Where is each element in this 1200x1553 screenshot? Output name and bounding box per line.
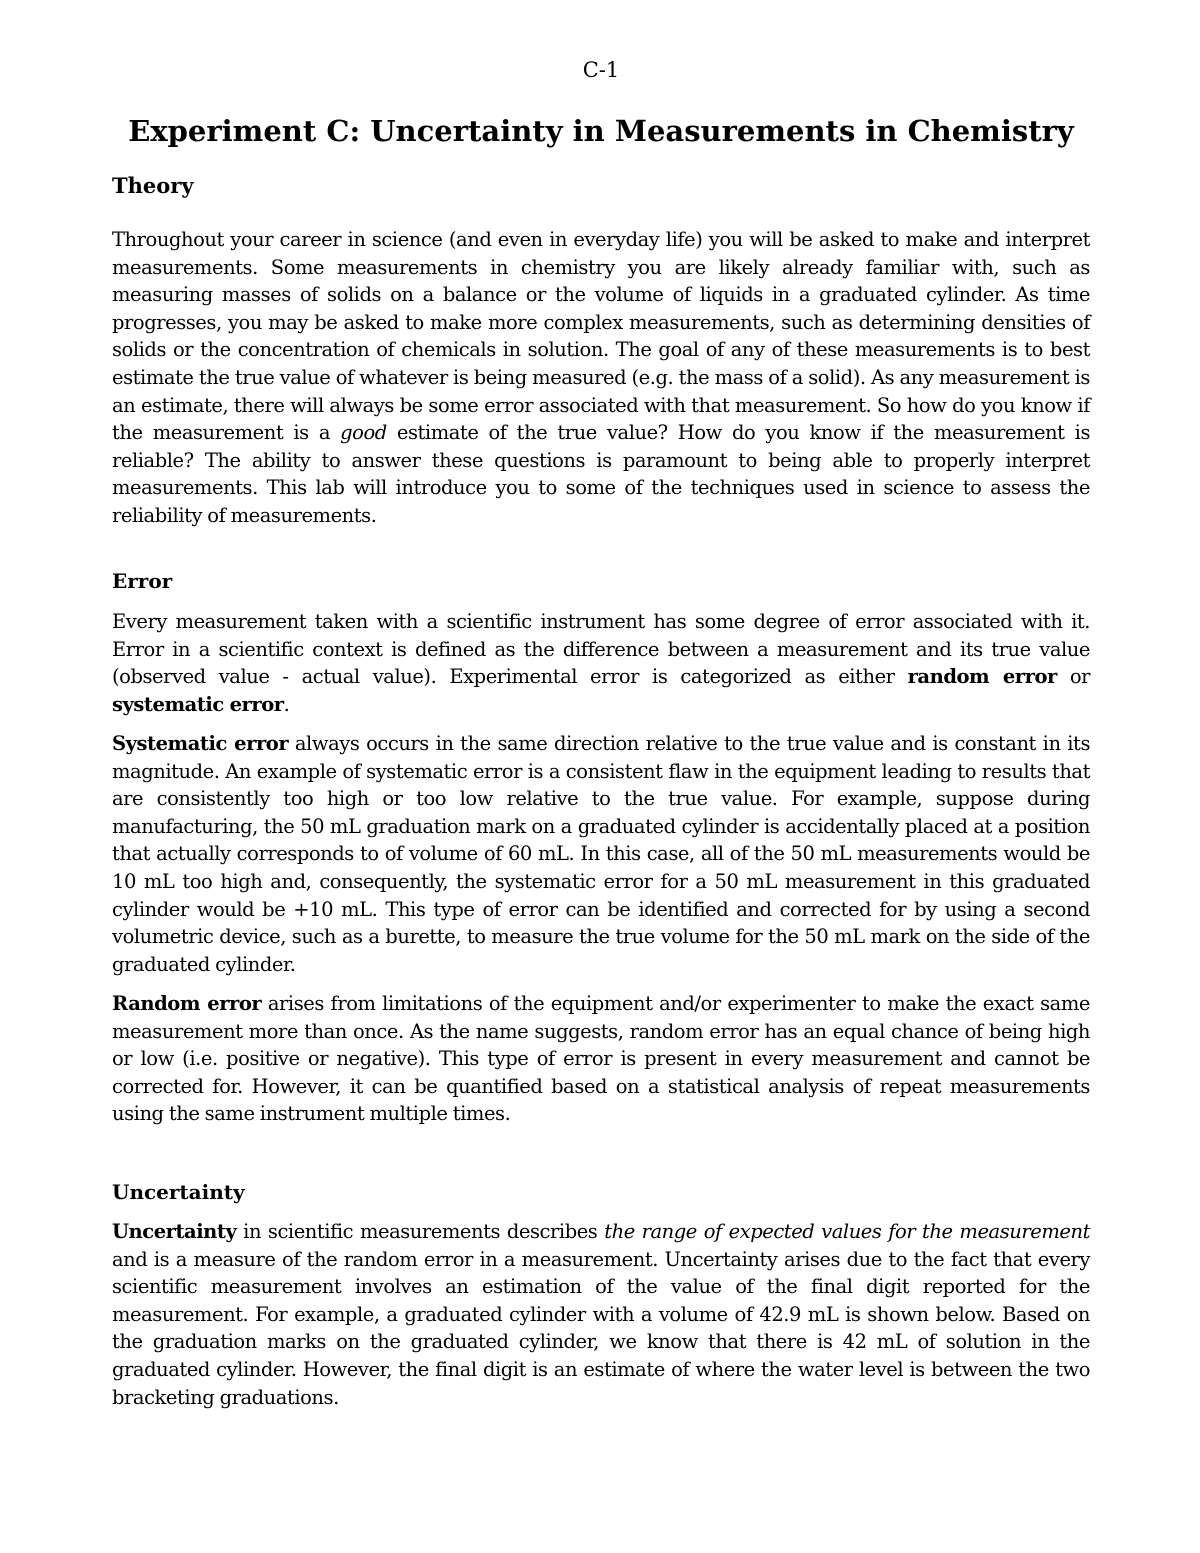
uncertainty-lead: Uncertainty [112,1220,237,1243]
uncertainty-text-1: in scientific measurements describes [236,1220,605,1243]
random-error-term: random error [907,665,1057,689]
systematic-error-text: always occurs in the same direction relative to the true value and is constant in its magnitude. An example of systematic error is a consistent flaw in the equipment leading to results that are consistently too high or too low relative to the true value. For example, suppose during manufacturing, the 50 mL graduation mark on a graduated cylinder is accidentally placed at a position that actually corresponds to of volume of 60 mL. In this case, all of the 50 mL measurements would be 10 mL too high and, consequently, the systematic error for a 50 mL measurement in this graduated cylinder would be +10 mL. This type of error can be identified and corrected for by using a second volumetric device, such as a burette, to measure the true volume for the 50 mL mark on the side of the graduated cylinder. [112,732,1090,976]
error-or: or [1056,665,1091,689]
theory-emphasis-good: good [340,421,387,445]
uncertainty-emphasis: the range of expected values for the measurement [604,1220,1090,1243]
error-paragraph-definition [112,608,1090,718]
systematic-error-lead: Systematic error [112,732,289,755]
theory-paragraph [112,226,1090,530]
random-error-lead: Random error [112,992,262,1015]
error-heading: Error [112,569,173,593]
uncertainty-paragraph [112,1218,1090,1411]
error-text: Every measurement taken with a scientific instrument has some degree of error associated with it. Error in a scientific context is defined as the difference between a measurement and its true value (observed value - actual value). Experimental error is categorized as either [112,610,1090,689]
theory-text-1: Throughout your career in science (and even in everyday life) you will be asked to make and interpret measurements. Some measurements in chemistry you are likely already familiar with, such as measuring masses of solids on a balance or the volume of liquids in a graduated cylinder. As time progresses, you may be asked to make more complex measurements, such as determining densities of solids or the concentration of chemicals in solution. The goal of any of these measurements is to best estimate the true value of whatever is being measured (e.g. the mass of a solid). As any measurement is an estimate, there will always be some error associated with that measurement. So how do you know if the measurement is a [112,228,1090,445]
random-error-text: arises from limitations of the equipment and/or experimenter to make the exact same measurement more than once. As the name suggests, random error has an equal chance of being high or low (i.e. positive or negative). This type of error is present in every measurement and cannot be corrected for. However, it can be quantified based on a statistical analysis of repeat measurements using the same instrument multiple times. [112,992,1090,1126]
systematic-error-term: systematic error [112,692,284,716]
uncertainty-text-2: and is a measure of the random error in a measurement. Uncertainty arises due to the fact that every scientific measurement involves an estimation of the value of the final digit reported for the measurement. For example, a graduated cylinder with a volume of 42.9 mL is shown below. Based on the graduation marks on the graduated cylinder, we know that there is 42 mL of solution in the graduated cylinder. However, the final digit is an estimate of where the water level is between the two bracketing graduations. [112,1247,1090,1409]
document-title: Experiment C: Uncertainty in Measurements in Chemistry [128,114,1074,148]
page-number: C-1 [582,58,620,82]
theory-text-2: estimate of the true value? How do you know if the measurement is reliable? The ability to answer these questions is paramount to being able to properly interpret measurements. This lab will introduce you to some of the techniques used in science to assess the reliability of measurements. [112,421,1090,527]
uncertainty-heading: Uncertainty [112,1180,245,1204]
systematic-error-paragraph [112,730,1090,978]
theory-heading: Theory [112,173,194,198]
random-error-paragraph [112,990,1090,1128]
error-period: . [283,692,290,716]
